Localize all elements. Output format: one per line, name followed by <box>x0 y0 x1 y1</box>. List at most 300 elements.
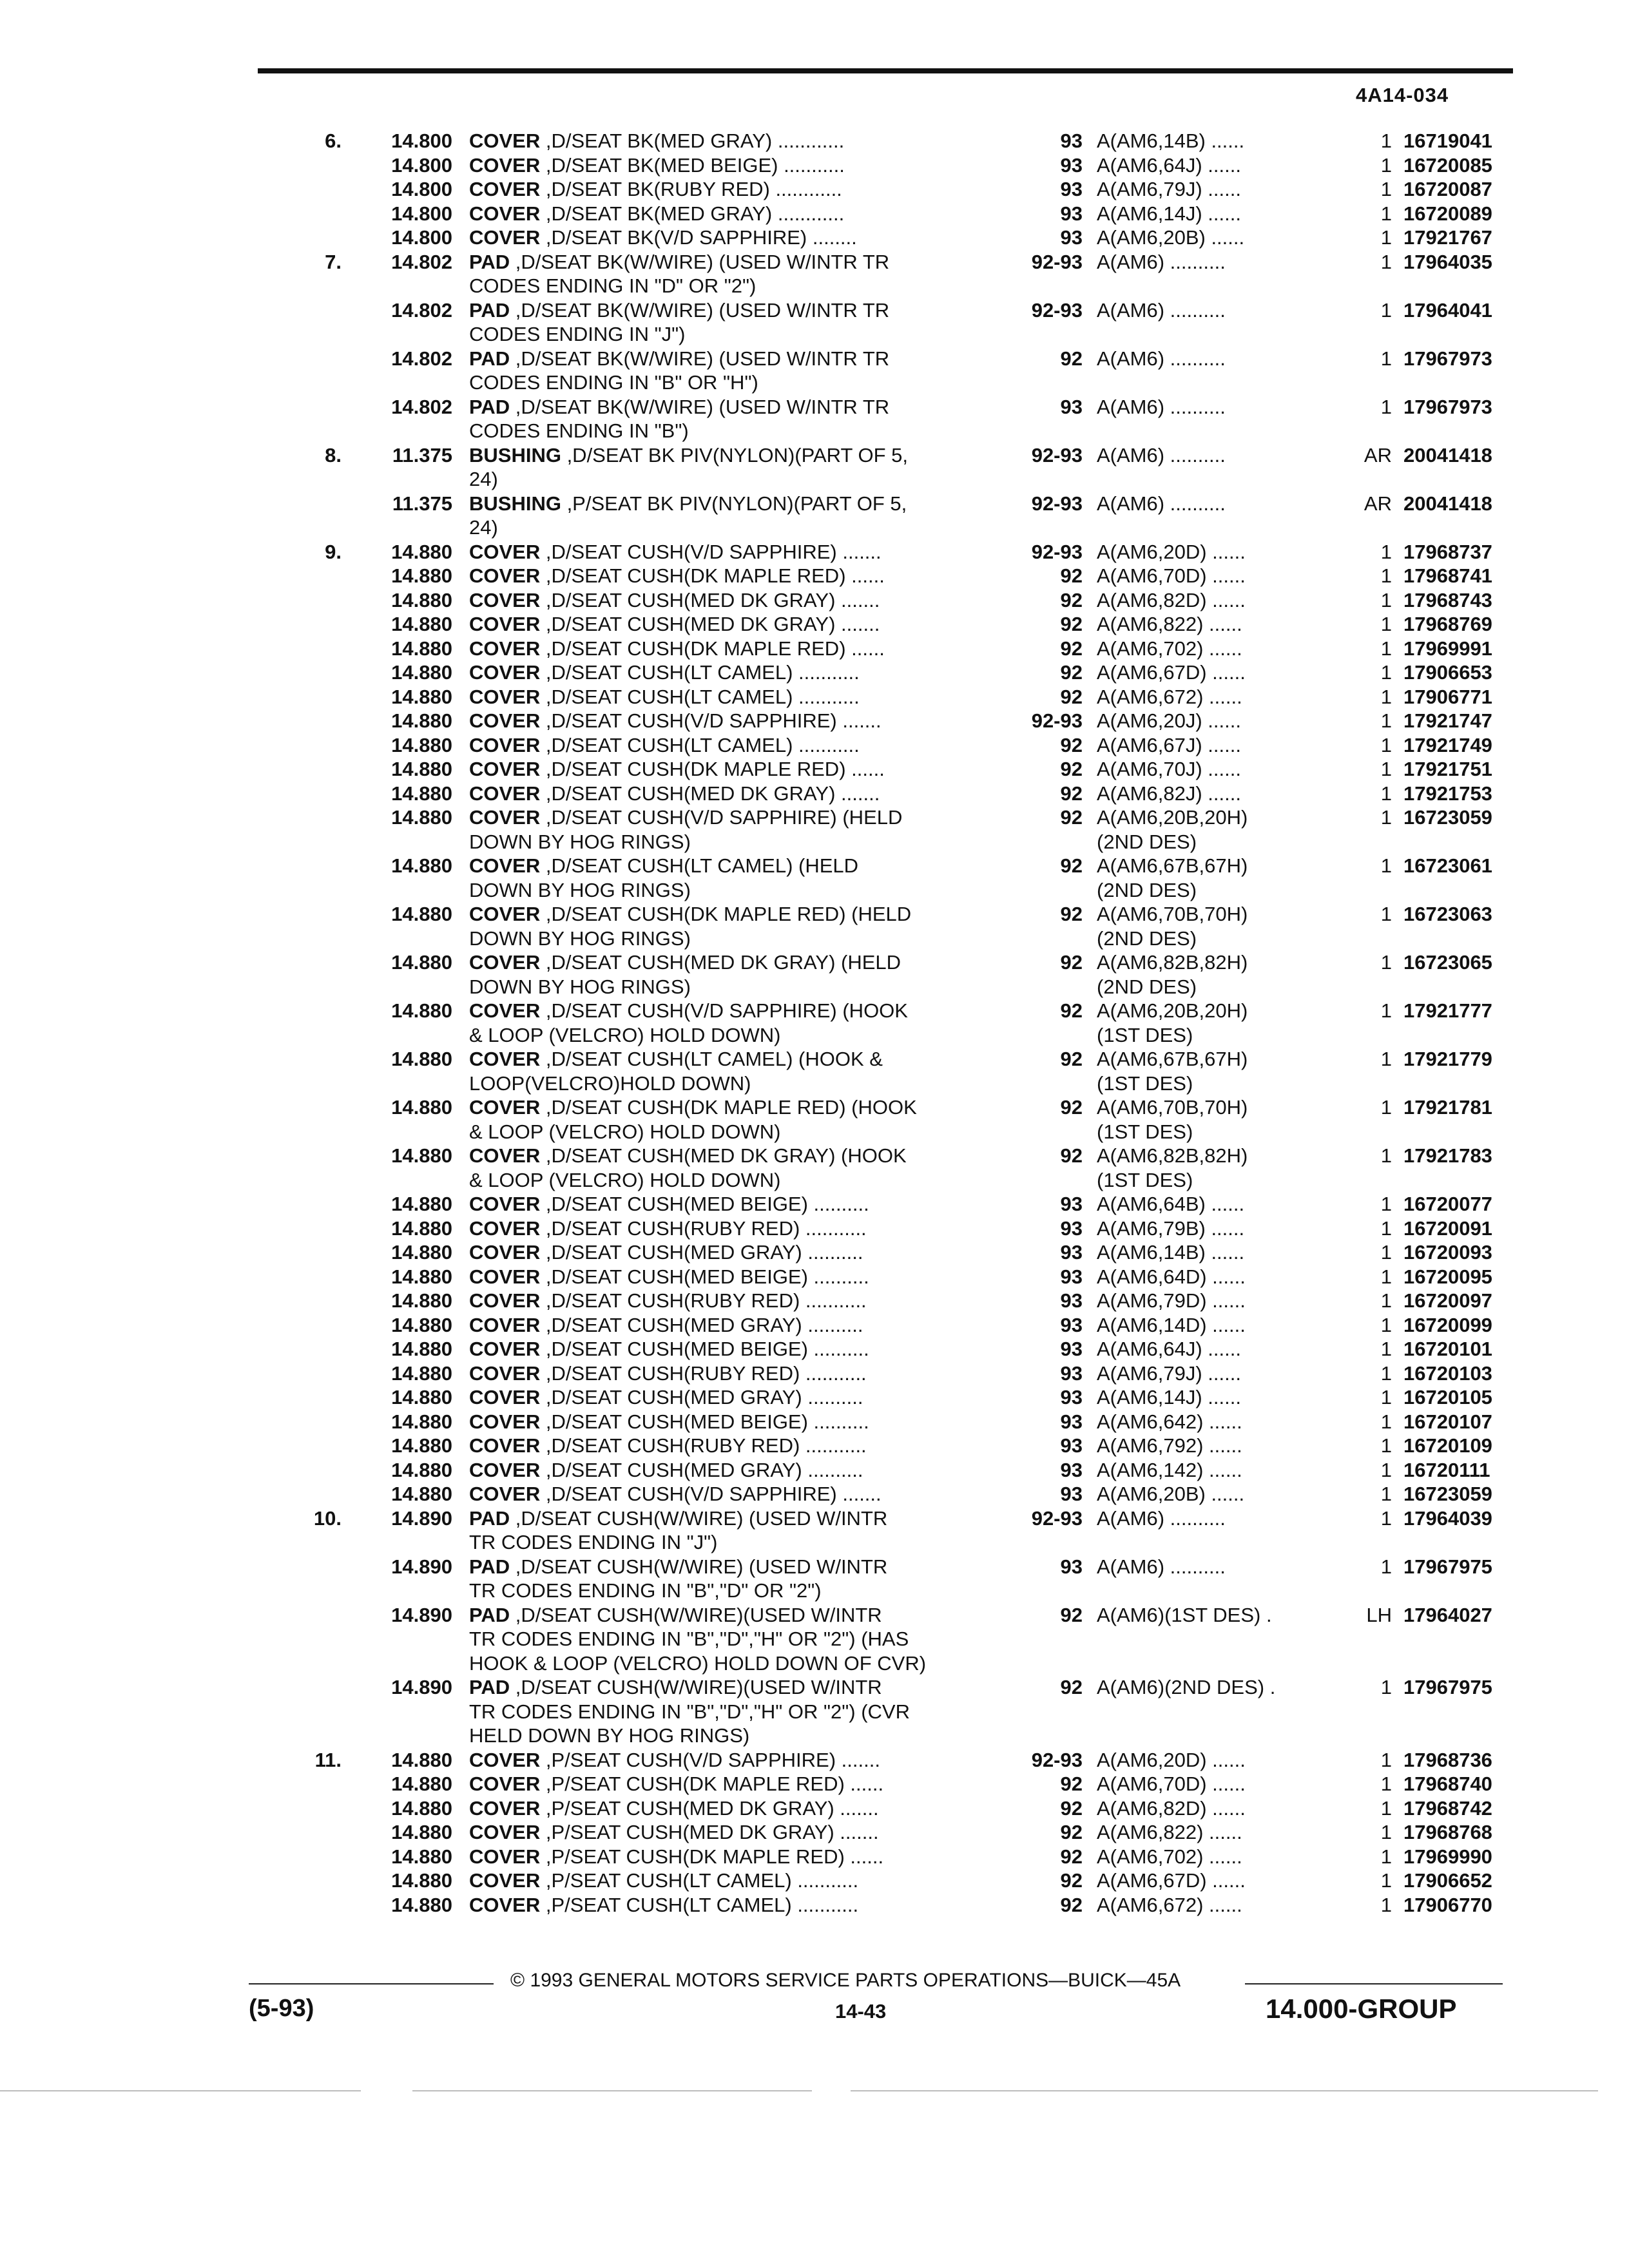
model-year: 92 <box>1060 951 1083 974</box>
part-modifier: ,D/SEAT CUSH(DK MAPLE RED) ...... <box>540 564 885 587</box>
scan-artifact-line <box>412 2090 812 2091</box>
illustration-number: 14.880 <box>391 1869 452 1892</box>
footer-rule-left <box>249 1983 494 1984</box>
illustration-number: 14.880 <box>391 1361 452 1385</box>
application-code: A(AM6,79D) ...... <box>1097 1289 1246 1312</box>
part-noun: COVER <box>469 999 541 1022</box>
parts-row <box>0 1772 1629 1796</box>
quantity: 1 <box>1380 1796 1392 1820</box>
application-code: A(AM6,82B,82H) (1ST DES) <box>1097 1144 1248 1191</box>
ref-number: 9. <box>325 540 342 563</box>
page-code: 4A14-034 <box>1356 84 1449 106</box>
part-noun: COVER <box>469 1096 541 1119</box>
part-modifier: ,D/SEAT CUSH(W/WIRE)(USED W/INTR TR CODES ENDING IN "B","D","H" OR "2") (CVR HELD DOWN BY HOG RINGS) <box>469 1676 910 1747</box>
model-year: 93 <box>1060 1555 1083 1578</box>
part-modifier: ,D/SEAT CUSH(MED GRAY) .......... <box>540 1458 863 1481</box>
model-year: 93 <box>1060 202 1083 225</box>
part-number: 17906653 <box>1403 661 1492 684</box>
parts-row <box>0 1192 1629 1216</box>
parts-row <box>0 395 1629 443</box>
quantity: 1 <box>1380 1216 1392 1240</box>
application-code: A(AM6) .......... <box>1097 1506 1226 1530</box>
illustration-number: 11.375 <box>392 492 452 515</box>
part-description <box>469 540 1023 564</box>
part-description <box>469 564 1023 588</box>
parts-row <box>0 854 1629 902</box>
part-modifier: ,D/SEAT CUSH(MED GRAY) .......... <box>540 1386 863 1408</box>
application-code: A(AM6,70D) ...... <box>1097 564 1246 587</box>
illustration-number: 14.880 <box>391 540 452 563</box>
quantity: 1 <box>1380 661 1392 684</box>
quantity: 1 <box>1380 1193 1392 1215</box>
part-noun: COVER <box>469 854 541 877</box>
model-year: 93 <box>1060 226 1083 249</box>
illustration-number: 14.880 <box>391 1893 452 1916</box>
model-year: 92 <box>1060 1893 1083 1916</box>
part-description <box>469 1820 1023 1845</box>
model-year: 92-93 <box>1031 540 1083 563</box>
part-number: 17921779 <box>1403 1048 1492 1070</box>
publication-date: (5-93) <box>249 1995 314 2022</box>
application-code: A(AM6,70B,70H) (2ND DES) <box>1097 903 1248 950</box>
part-modifier: ,D/SEAT CUSH(V/D SAPPHIRE) (HELD DOWN BY HOG RINGS) <box>469 806 903 853</box>
model-year: 92 <box>1060 1676 1083 1698</box>
part-number: 16723065 <box>1403 951 1492 974</box>
illustration-number: 14.880 <box>391 613 452 635</box>
parts-row <box>0 202 1629 226</box>
parts-row <box>0 1603 1629 1676</box>
illustration-number: 14.880 <box>391 1265 452 1288</box>
part-noun: COVER <box>469 782 541 805</box>
quantity: 1 <box>1380 1289 1392 1312</box>
part-modifier: ,D/SEAT CUSH(MED BEIGE) .......... <box>540 1338 869 1360</box>
parts-row <box>0 1845 1629 1869</box>
quantity: 1 <box>1380 685 1392 708</box>
part-noun: COVER <box>469 1458 541 1481</box>
part-noun: COVER <box>469 1386 541 1408</box>
parts-row <box>0 612 1629 637</box>
part-modifier: ,D/SEAT BK(MED BEIGE) ........... <box>540 153 845 177</box>
application-code: A(AM6,702) ...... <box>1097 637 1242 660</box>
ref-number: 10. <box>313 1506 342 1530</box>
illustration-number: 14.880 <box>391 661 452 684</box>
part-noun: COVER <box>469 1845 541 1868</box>
application-code: A(AM6,82J) ...... <box>1097 782 1241 805</box>
parts-row <box>0 226 1629 250</box>
application-code: A(AM6,14J) ...... <box>1097 202 1241 225</box>
part-number: 16720091 <box>1403 1216 1492 1240</box>
part-noun: COVER <box>469 226 541 249</box>
parts-row <box>0 250 1629 298</box>
quantity: 1 <box>1380 1048 1392 1070</box>
model-year: 92 <box>1060 1773 1083 1795</box>
parts-row <box>0 999 1629 1047</box>
part-noun: COVER <box>469 1893 541 1916</box>
application-code: A(AM6,79J) ...... <box>1097 1361 1241 1385</box>
illustration-number: 14.800 <box>391 202 452 225</box>
part-number: 17968742 <box>1403 1796 1492 1820</box>
quantity: 1 <box>1380 178 1392 200</box>
model-year: 92 <box>1060 782 1083 805</box>
part-description <box>469 226 1023 250</box>
quantity: 1 <box>1380 854 1392 877</box>
model-year: 92-93 <box>1031 298 1083 322</box>
quantity: 1 <box>1380 1313 1392 1336</box>
part-noun: PAD <box>469 1603 510 1626</box>
part-description <box>469 782 1023 806</box>
part-modifier: ,D/SEAT BK(W/WIRE) (USED W/INTR TR CODES ENDING IN "B" OR "H") <box>469 347 890 394</box>
part-description <box>469 1265 1023 1289</box>
model-year: 92-93 <box>1031 1748 1083 1771</box>
part-description <box>469 637 1023 661</box>
part-noun: COVER <box>469 153 541 177</box>
part-description <box>469 685 1023 709</box>
quantity: 1 <box>1380 153 1392 177</box>
part-modifier: ,D/SEAT CUSH(MED DK GRAY) ....... <box>540 613 880 635</box>
part-noun: BUSHING <box>469 492 561 515</box>
illustration-number: 14.800 <box>391 226 452 249</box>
part-noun: COVER <box>469 1434 541 1457</box>
quantity: 1 <box>1380 1458 1392 1481</box>
part-number: 17921767 <box>1403 226 1492 249</box>
application-code: A(AM6,82D) ...... <box>1097 1796 1246 1820</box>
parts-row <box>0 1893 1629 1917</box>
ref-number: 11. <box>314 1748 342 1771</box>
part-number: 17969991 <box>1403 637 1492 660</box>
part-number: 16723059 <box>1403 1483 1492 1505</box>
part-noun: COVER <box>469 1410 541 1433</box>
part-description <box>469 443 1023 492</box>
part-noun: COVER <box>469 1869 541 1892</box>
parts-row <box>0 1555 1629 1603</box>
part-noun: COVER <box>469 733 541 756</box>
part-description <box>469 805 1023 854</box>
parts-row <box>0 1337 1629 1361</box>
part-number: 16719041 <box>1403 130 1492 152</box>
part-number: 16720111 <box>1403 1458 1490 1481</box>
parts-row <box>0 1796 1629 1821</box>
group-label: 14.000-GROUP <box>1266 1994 1457 2024</box>
application-code: A(AM6,20B,20H) (2ND DES) <box>1097 806 1248 853</box>
quantity: 1 <box>1380 540 1392 563</box>
part-modifier: ,D/SEAT CUSH(LT CAMEL) (HOOK & LOOP(VELCRO)HOLD DOWN) <box>469 1048 883 1095</box>
parts-row <box>0 443 1629 492</box>
application-code: A(AM6,822) ...... <box>1097 613 1242 635</box>
part-noun: PAD <box>469 1555 510 1578</box>
application-code: A(AM6,64B) ...... <box>1097 1193 1245 1215</box>
part-number: 16720099 <box>1403 1313 1492 1336</box>
part-number: 17921753 <box>1403 782 1492 805</box>
part-number: 20041418 <box>1403 443 1492 466</box>
model-year: 92 <box>1060 999 1083 1022</box>
illustration-number: 14.880 <box>391 1096 452 1119</box>
quantity: 1 <box>1380 1748 1392 1771</box>
part-description <box>469 757 1023 782</box>
parts-row <box>0 685 1629 709</box>
part-description <box>469 1095 1023 1144</box>
application-code: A(AM6,20D) ...... <box>1097 540 1246 563</box>
parts-row <box>0 805 1629 854</box>
quantity: 1 <box>1380 250 1392 273</box>
quantity: 1 <box>1380 758 1392 780</box>
part-description <box>469 1603 1023 1676</box>
part-modifier: ,P/SEAT CUSH(MED DK GRAY) ....... <box>540 1821 879 1843</box>
application-code: A(AM6,64J) ...... <box>1097 153 1241 177</box>
illustration-number: 14.880 <box>391 1796 452 1820</box>
part-description <box>469 1410 1023 1434</box>
illustration-number: 14.800 <box>391 153 452 177</box>
part-number: 16720097 <box>1403 1289 1492 1312</box>
part-noun: COVER <box>469 951 541 974</box>
parts-row <box>0 129 1629 153</box>
part-number: 17967975 <box>1403 1676 1492 1698</box>
scan-artifact-line <box>851 2090 1598 2091</box>
parts-row <box>0 1675 1629 1748</box>
part-modifier: ,D/SEAT CUSH(RUBY RED) ........... <box>540 1434 867 1457</box>
application-code: A(AM6,20J) ...... <box>1097 709 1241 732</box>
part-description <box>469 709 1023 733</box>
part-modifier: ,D/SEAT CUSH(MED DK GRAY) (HOOK & LOOP (VELCRO) HOLD DOWN) <box>469 1144 907 1191</box>
part-description <box>469 1458 1023 1483</box>
parts-row <box>0 298 1629 347</box>
part-number: 17968736 <box>1403 1748 1492 1771</box>
quantity: 1 <box>1380 1483 1392 1505</box>
part-description <box>469 129 1023 153</box>
part-noun: COVER <box>469 1216 541 1240</box>
quantity: 1 <box>1380 1893 1392 1916</box>
page-number: 14-43 <box>835 2000 887 2023</box>
part-modifier: ,D/SEAT CUSH(DK MAPLE RED) (HELD DOWN BY HOG RINGS) <box>469 903 912 950</box>
part-modifier: ,D/SEAT CUSH(RUBY RED) ........... <box>540 1289 867 1312</box>
quantity: 1 <box>1380 298 1392 322</box>
part-modifier: ,P/SEAT CUSH(DK MAPLE RED) ...... <box>540 1845 884 1868</box>
quantity: 1 <box>1380 395 1392 418</box>
illustration-number: 14.802 <box>391 250 452 273</box>
part-modifier: ,D/SEAT CUSH(LT CAMEL) ........... <box>540 733 860 756</box>
part-number: 16720107 <box>1403 1410 1492 1433</box>
part-noun: COVER <box>469 202 541 225</box>
part-description <box>469 1385 1023 1410</box>
part-noun: COVER <box>469 1289 541 1312</box>
parts-row <box>0 757 1629 782</box>
part-modifier: ,D/SEAT CUSH(MED DK GRAY) ....... <box>540 782 880 805</box>
part-modifier: ,D/SEAT CUSH(RUBY RED) ........... <box>540 1216 867 1240</box>
part-noun: COVER <box>469 1193 541 1215</box>
part-noun: COVER <box>469 806 541 829</box>
quantity: 1 <box>1380 782 1392 805</box>
application-code: A(AM6,67B,67H) (2ND DES) <box>1097 854 1248 901</box>
model-year: 92 <box>1060 806 1083 829</box>
application-code: A(AM6,642) ...... <box>1097 1410 1242 1433</box>
part-noun: COVER <box>469 1821 541 1843</box>
parts-row <box>0 564 1629 588</box>
parts-list <box>0 129 1629 1917</box>
illustration-number: 14.880 <box>391 951 452 974</box>
quantity: 1 <box>1380 1241 1392 1264</box>
quantity: 1 <box>1380 1676 1392 1698</box>
quantity: 1 <box>1380 613 1392 635</box>
illustration-number: 14.890 <box>391 1676 452 1698</box>
part-description <box>469 1289 1023 1313</box>
part-description <box>469 347 1023 395</box>
parts-row <box>0 1410 1629 1434</box>
part-description <box>469 153 1023 178</box>
part-modifier: ,D/SEAT BK(W/WIRE) (USED W/INTR TR CODES ENDING IN "J") <box>469 298 890 345</box>
parts-row <box>0 588 1629 613</box>
application-code: A(AM6,20D) ...... <box>1097 1748 1246 1771</box>
part-modifier: ,D/SEAT CUSH(MED DK GRAY) (HELD DOWN BY HOG RINGS) <box>469 951 901 998</box>
illustration-number: 14.880 <box>391 588 452 611</box>
part-noun: COVER <box>469 1338 541 1360</box>
part-noun: COVER <box>469 1483 541 1505</box>
part-modifier: ,D/SEAT CUSH(RUBY RED) ........... <box>540 1361 867 1385</box>
part-number: 17964027 <box>1403 1603 1492 1626</box>
part-number: 16720103 <box>1403 1361 1492 1385</box>
part-modifier: ,P/SEAT BK PIV(NYLON)(PART OF 5, 24) <box>469 492 907 539</box>
part-description <box>469 1675 1023 1748</box>
illustration-number: 14.880 <box>391 1313 452 1336</box>
part-noun: COVER <box>469 1144 541 1167</box>
parts-row <box>0 1869 1629 1893</box>
quantity: 1 <box>1380 1555 1392 1578</box>
illustration-number: 14.880 <box>391 1458 452 1481</box>
part-modifier: ,D/SEAT CUSH(W/WIRE) (USED W/INTR TR CODES ENDING IN "J") <box>469 1506 888 1553</box>
illustration-number: 14.802 <box>391 395 452 418</box>
part-description <box>469 1240 1023 1265</box>
part-description <box>469 999 1023 1047</box>
parts-row <box>0 1385 1629 1410</box>
application-code: A(AM6,20B) ...... <box>1097 226 1245 249</box>
part-number: 16720101 <box>1403 1338 1492 1360</box>
part-noun: COVER <box>469 564 541 587</box>
illustration-number: 14.880 <box>391 1144 452 1167</box>
ref-number: 8. <box>325 443 342 466</box>
scan-artifact-line <box>0 2090 361 2091</box>
application-code: A(AM6) .......... <box>1097 395 1226 418</box>
part-modifier: ,D/SEAT CUSH(MED GRAY) .......... <box>540 1313 863 1336</box>
copyright-notice: © 1993 GENERAL MOTORS SERVICE PARTS OPERATIONS—BUICK—45A <box>510 1970 1181 1991</box>
part-number: 17964039 <box>1403 1506 1492 1530</box>
part-description <box>469 588 1023 613</box>
part-modifier: ,D/SEAT CUSH(V/D SAPPHIRE) ....... <box>540 1483 882 1505</box>
application-code: A(AM6) .......... <box>1097 298 1226 322</box>
part-number: 17968737 <box>1403 540 1492 563</box>
part-description <box>469 1845 1023 1869</box>
part-number: 16720089 <box>1403 202 1492 225</box>
part-description <box>469 1869 1023 1893</box>
illustration-number: 14.890 <box>391 1555 452 1578</box>
model-year: 93 <box>1060 130 1083 152</box>
model-year: 92 <box>1060 637 1083 660</box>
model-year: 92-93 <box>1031 492 1083 515</box>
illustration-number: 14.890 <box>391 1603 452 1626</box>
part-noun: BUSHING <box>469 443 561 466</box>
part-description <box>469 612 1023 637</box>
part-noun: COVER <box>469 758 541 780</box>
part-description <box>469 1216 1023 1241</box>
quantity: AR <box>1364 443 1392 466</box>
illustration-number: 14.880 <box>391 1193 452 1215</box>
part-modifier: ,D/SEAT BK(MED GRAY) ............ <box>540 130 845 152</box>
quantity: 1 <box>1380 564 1392 587</box>
application-code: A(AM6,14B) ...... <box>1097 1241 1245 1264</box>
application-code: A(AM6,82B,82H) (2ND DES) <box>1097 951 1248 998</box>
parts-row <box>0 347 1629 395</box>
illustration-number: 14.880 <box>391 903 452 925</box>
model-year: 93 <box>1060 1483 1083 1505</box>
quantity: 1 <box>1380 1338 1392 1360</box>
part-modifier: ,D/SEAT BK(RUBY RED) ............ <box>540 178 842 200</box>
application-code: A(AM6,70J) ...... <box>1097 758 1241 780</box>
part-noun: COVER <box>469 1265 541 1288</box>
model-year: 93 <box>1060 153 1083 177</box>
quantity: 1 <box>1380 1845 1392 1868</box>
top-rule <box>258 68 1513 73</box>
quantity: 1 <box>1380 1096 1392 1119</box>
model-year: 92 <box>1060 903 1083 925</box>
part-noun: COVER <box>469 540 541 563</box>
parts-row <box>0 177 1629 202</box>
application-code: A(AM6,64D) ...... <box>1097 1265 1246 1288</box>
illustration-number: 14.880 <box>391 1410 452 1433</box>
part-modifier: ,D/SEAT CUSH(MED BEIGE) .......... <box>540 1410 869 1433</box>
model-year: 92 <box>1060 613 1083 635</box>
application-code: A(AM6,67D) ...... <box>1097 661 1246 684</box>
application-code: A(AM6,67D) ...... <box>1097 1869 1246 1892</box>
part-modifier: ,D/SEAT CUSH(MED GRAY) .......... <box>540 1241 863 1264</box>
footer-rule-right <box>1245 1983 1503 1984</box>
parts-row <box>0 1361 1629 1386</box>
application-code: A(AM6,822) ...... <box>1097 1821 1242 1843</box>
model-year: 92-93 <box>1031 443 1083 466</box>
model-year: 93 <box>1060 1313 1083 1336</box>
part-noun: COVER <box>469 613 541 635</box>
part-description <box>469 298 1023 347</box>
parts-row <box>0 1289 1629 1313</box>
quantity: 1 <box>1380 637 1392 660</box>
application-code: A(AM6,64J) ...... <box>1097 1338 1241 1360</box>
part-number: 16720109 <box>1403 1434 1492 1457</box>
illustration-number: 14.880 <box>391 1386 452 1408</box>
illustration-number: 14.880 <box>391 637 452 660</box>
part-noun: PAD <box>469 1676 510 1698</box>
ref-number: 7. <box>325 250 342 273</box>
parts-row <box>0 733 1629 758</box>
part-noun: COVER <box>469 1748 541 1771</box>
part-number: 17921781 <box>1403 1096 1492 1119</box>
part-noun: COVER <box>469 661 541 684</box>
application-code: A(AM6,702) ...... <box>1097 1845 1242 1868</box>
part-description <box>469 1482 1023 1506</box>
illustration-number: 14.880 <box>391 564 452 587</box>
illustration-number: 14.890 <box>391 1506 452 1530</box>
part-number: 17964035 <box>1403 250 1492 273</box>
part-noun: COVER <box>469 709 541 732</box>
application-code: A(AM6,20B,20H) (1ST DES) <box>1097 999 1248 1046</box>
quantity: 1 <box>1380 1869 1392 1892</box>
parts-row <box>0 1265 1629 1289</box>
model-year: 92 <box>1060 1048 1083 1070</box>
part-modifier: ,D/SEAT CUSH(MED BEIGE) .......... <box>540 1193 869 1215</box>
model-year: 92 <box>1060 685 1083 708</box>
part-modifier: ,P/SEAT CUSH(MED DK GRAY) ....... <box>540 1796 879 1820</box>
part-modifier: ,D/SEAT CUSH(LT CAMEL) ........... <box>540 685 860 708</box>
part-modifier: ,D/SEAT CUSH(DK MAPLE RED) ...... <box>540 758 885 780</box>
part-noun: PAD <box>469 395 510 418</box>
quantity: 1 <box>1380 1506 1392 1530</box>
part-description <box>469 1772 1023 1796</box>
application-code: A(AM6,20B) ...... <box>1097 1483 1245 1505</box>
